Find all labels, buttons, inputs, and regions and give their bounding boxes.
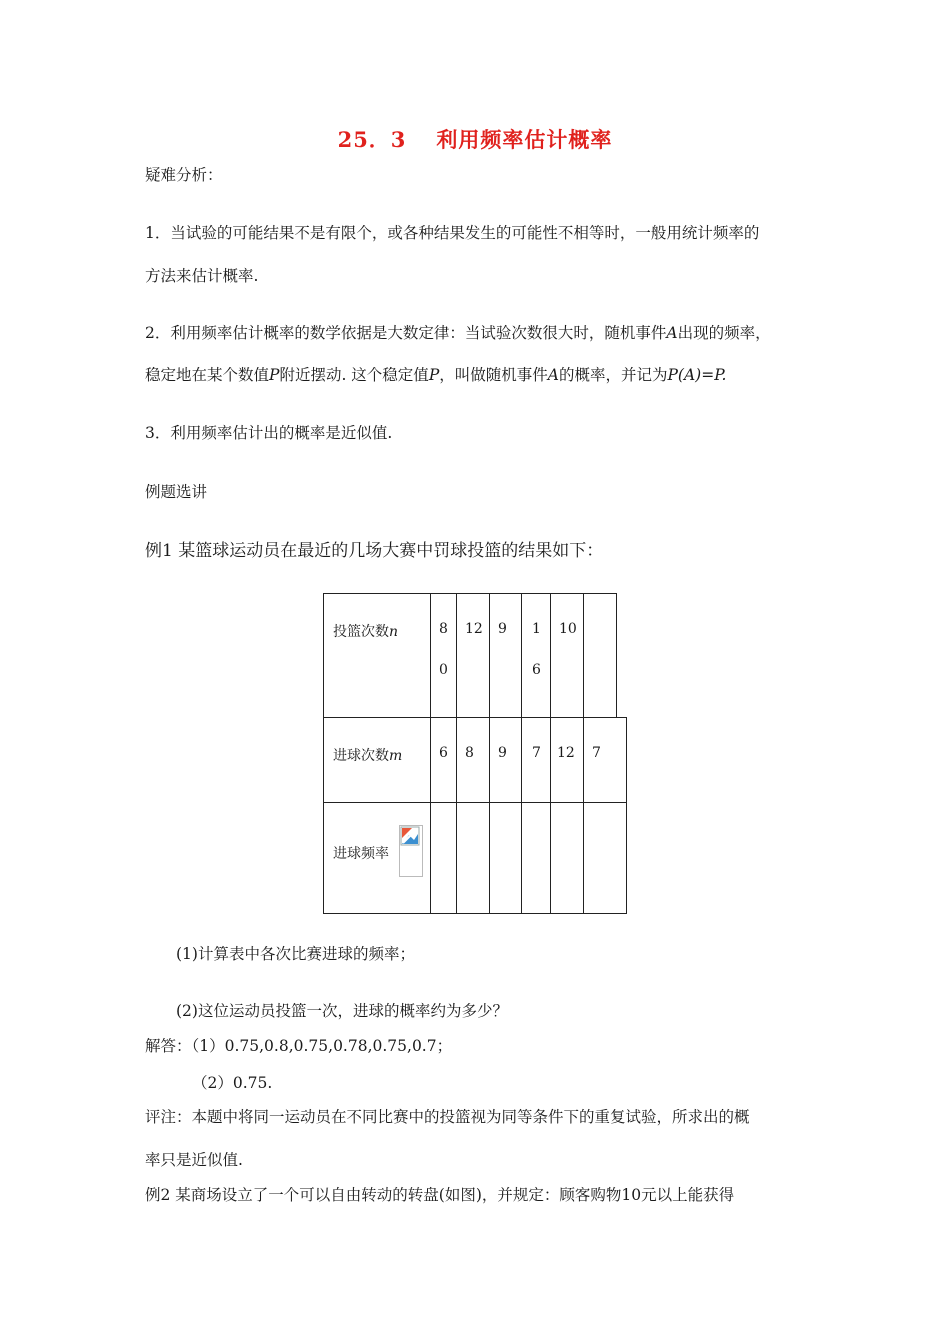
row-label-frequency: 进球频率 <box>333 846 389 862</box>
variable-p: P <box>269 366 280 384</box>
text-span: 进球次数 <box>333 748 389 764</box>
variable-n: n <box>389 624 399 640</box>
text-span: 投篮次数 <box>333 624 389 640</box>
point-3: 3．利用频率估计出的概率是近似值. <box>145 424 393 442</box>
table-rule <box>323 593 617 594</box>
table-rule <box>583 593 584 914</box>
variable-a: A <box>547 366 559 384</box>
question-2: (2)这位运动员投篮一次，进球的概率约为多少？ <box>176 1002 508 1020</box>
text-span: 出现的频率， <box>677 324 771 342</box>
row-label-attempts <box>333 621 398 641</box>
point-2-line-1 <box>145 321 771 343</box>
table-cell: 8 <box>465 745 474 761</box>
title-text: 利用频率估计概率 <box>436 127 613 152</box>
broken-image-glyph <box>400 826 422 848</box>
comment-line-2: 率只是近似值. <box>145 1151 243 1169</box>
text-span: 附近摆动. 这个稳定值 <box>279 366 429 384</box>
point-2-line-2 <box>145 363 726 385</box>
example-2-line-1: 例2 某商场设立了一个可以自由转动的转盘(如图)，并规定：顾客购物10元以上能获得 <box>145 1186 735 1204</box>
title-number: 25．3 <box>337 127 407 152</box>
example-1-intro: 例1 某篮球运动员在最近的几场大赛中罚球投篮的结果如下： <box>145 541 604 561</box>
table-rule <box>550 593 551 914</box>
table-cell: 9 <box>498 621 507 637</box>
table-rule <box>323 913 627 914</box>
variable-m: m <box>389 748 403 764</box>
section-heading-analysis: 疑难分析： <box>145 166 223 184</box>
table-rule <box>323 717 627 718</box>
table-rule <box>323 802 627 803</box>
formula: P(A)=P. <box>667 366 727 384</box>
point-1-line-1: 1．当试验的可能结果不是有限个，或各种结果发生的可能性不相等时，一般用统计频率的 <box>145 224 760 242</box>
table-cell: 8 <box>439 621 448 637</box>
table-cell: 10 <box>559 621 577 637</box>
row-label-made <box>333 745 402 765</box>
point-1-line-2: 方法来估计概率. <box>145 267 259 285</box>
table-cell: 0 <box>439 662 448 678</box>
comment-line-1: 评注：本题中将同一运动员在不同比赛中的投篮视为同等条件下的重复试验，所求出的概 <box>145 1108 750 1126</box>
table-cell: 6 <box>439 745 448 761</box>
answer-line-2: （2）0.75. <box>192 1074 273 1092</box>
text-span: 的概率，并记为 <box>558 366 668 384</box>
table-cell: 6 <box>532 662 541 678</box>
table-cell: 12 <box>465 621 483 637</box>
table-cell: 1 <box>532 621 541 637</box>
variable-p: P <box>428 366 440 384</box>
question-1: (1)计算表中各次比赛进球的频率； <box>176 945 415 963</box>
table-cell: 7 <box>532 745 541 761</box>
text-span: 稳定地在某个数值 <box>145 366 270 384</box>
table-cell: 12 <box>557 745 575 761</box>
answer-line-1: 解答：（1）0.75,0.8,0.75,0.78,0.75,0.7； <box>145 1037 453 1055</box>
table-cell: 7 <box>592 745 601 761</box>
text-span: ，叫做随机事件 <box>439 366 548 384</box>
table-rule <box>456 593 457 914</box>
table-rule <box>626 717 627 914</box>
table-cell: 9 <box>498 745 507 761</box>
table-rule <box>521 593 522 914</box>
broken-image-icon <box>399 825 423 877</box>
table-rule <box>489 593 490 914</box>
table-rule <box>323 593 324 914</box>
table-rule <box>616 593 617 717</box>
section-heading-examples: 例题选讲 <box>145 483 208 501</box>
variable-a: A <box>666 324 678 342</box>
table-rule <box>430 593 431 914</box>
page-title <box>0 124 950 154</box>
text-span: 2．利用频率估计概率的数学依据是大数定律：当试验次数很大时，随机事件 <box>145 324 667 342</box>
